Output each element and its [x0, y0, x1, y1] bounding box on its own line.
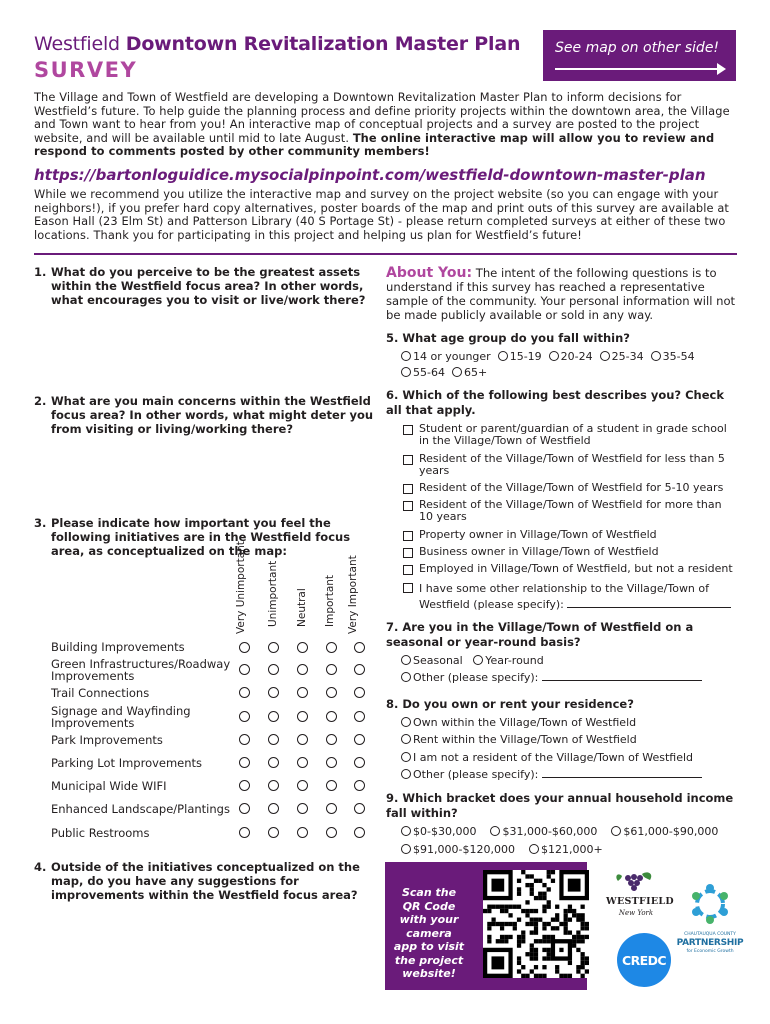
qr-code-icon[interactable]	[483, 870, 589, 978]
radio-circle-icon[interactable]	[401, 826, 411, 836]
rating-radio[interactable]	[268, 664, 279, 675]
rating-radio[interactable]	[297, 711, 308, 722]
radio-circle-icon[interactable]	[401, 672, 411, 682]
rating-radio[interactable]	[326, 780, 337, 791]
question-number: 5.	[386, 331, 399, 345]
question-text: What do you perceive to be the greatest assets within the Westfield focus area? In other words, what encourages you to visit or live/work there?	[51, 265, 366, 307]
question-9	[386, 791, 736, 821]
rating-radio[interactable]	[354, 734, 365, 745]
rating-row-label: Trail Connections	[51, 686, 150, 700]
about-heading: About You:	[386, 265, 473, 281]
checkbox-icon[interactable]	[403, 484, 413, 494]
radio-circle-icon[interactable]	[490, 826, 500, 836]
question-7	[386, 620, 736, 650]
radio-option[interactable]: Other (please specify):	[401, 767, 702, 782]
question-number: 1.	[34, 265, 47, 279]
question-number: 8.	[386, 697, 399, 711]
checkbox-icon[interactable]	[403, 583, 413, 593]
rating-radio[interactable]	[297, 827, 308, 838]
rating-radio[interactable]	[354, 803, 365, 814]
rating-radio[interactable]	[354, 711, 365, 722]
question-5	[386, 331, 736, 346]
divider	[34, 253, 737, 255]
radio-circle-icon[interactable]	[611, 826, 621, 836]
rating-radio[interactable]	[268, 780, 279, 791]
radio-circle-icon[interactable]	[401, 752, 411, 762]
column-header: Very Important	[347, 555, 359, 634]
radio-circle-icon[interactable]	[452, 367, 462, 377]
checkbox-icon[interactable]	[403, 531, 413, 541]
rating-radio[interactable]	[268, 803, 279, 814]
rating-radio[interactable]	[326, 664, 337, 675]
westfield-logo-subtext: New York	[618, 909, 654, 917]
radio-option[interactable]: Own within the Village/Town of Westfield	[401, 715, 636, 730]
income-options-row-1	[401, 824, 718, 839]
rating-radio[interactable]	[239, 687, 250, 698]
question-number: 2.	[34, 394, 47, 408]
seasonal-options	[401, 653, 544, 668]
partnership-top-text: CHAUTAUQUA COUNTY	[684, 932, 736, 937]
checkbox-option[interactable]: Resident of the Village/Town of Westfield for less than 5 years	[403, 453, 738, 477]
title-bold: Downtown Revitalization Master Plan	[125, 33, 521, 55]
checkbox-icon[interactable]	[403, 501, 413, 511]
question-number: 6.	[386, 388, 399, 402]
about-you-section	[386, 266, 736, 322]
rating-row-label: Building Improvements	[51, 640, 185, 654]
question-number: 9.	[386, 791, 399, 805]
rating-radio[interactable]	[268, 642, 279, 653]
radio-circle-icon[interactable]	[401, 734, 411, 744]
partnership-logo-text: PARTNERSHIP	[676, 938, 744, 948]
column-header: Very Unimportant	[235, 541, 247, 634]
radio-circle-icon[interactable]	[529, 844, 539, 854]
rating-row-label: Park Improvements	[51, 733, 163, 747]
radio-option[interactable]: $121,000+	[529, 843, 603, 856]
question-3	[34, 516, 374, 558]
radio-option[interactable]: Rent within the Village/Town of Westfield	[401, 732, 637, 747]
credc-logo-text: CREDC	[622, 953, 666, 968]
age-option[interactable]: 20-24	[549, 350, 593, 363]
radio-option[interactable]: $31,000-$60,000	[490, 825, 597, 838]
checkbox-option[interactable]: Employed in Village/Town of Westfield, but not a resident	[403, 563, 738, 575]
radio-circle-icon[interactable]	[401, 367, 411, 377]
checkbox-option[interactable]: Student or parent/guardian of a student in grade school in the Village/Town of Westfield	[403, 423, 738, 447]
rating-radio[interactable]	[297, 664, 308, 675]
age-options-row-2	[401, 365, 487, 380]
rating-radio[interactable]	[354, 757, 365, 768]
westfield-logo-text: WESTFIELD	[606, 896, 674, 907]
rating-radio[interactable]	[326, 734, 337, 745]
rating-radio[interactable]	[297, 642, 308, 653]
rating-radio[interactable]	[268, 734, 279, 745]
rating-radio[interactable]	[268, 687, 279, 698]
checkbox-icon[interactable]	[403, 425, 413, 435]
partnership-sub-text: for Economic Growth	[686, 949, 734, 954]
question-text: Are you in the Village/Town of Westfield on a seasonal or year-round basis?	[386, 620, 694, 649]
intro-text: The Village and Town of Westfield are developing a Downtown Revitalization Master Plan to inform decisions for Westfield’s future. To help guide the planning process and define priority projects within the downtown area, the Village and Town want to hear from you! An interactive map of conceptual projects and a survey are posted to the project website, and will be available until mid to late August.	[34, 90, 730, 145]
rating-radio[interactable]	[326, 642, 337, 653]
partnership-logo	[676, 882, 744, 962]
age-option[interactable]: 14 or younger	[401, 350, 491, 363]
age-option[interactable]: 25-34	[600, 350, 644, 363]
radio-option[interactable]: $0-$30,000	[401, 825, 476, 838]
column-header: Unimportant	[267, 560, 279, 627]
radio-circle-icon[interactable]	[401, 655, 411, 665]
radio-option[interactable]: $91,000-$120,000	[401, 843, 515, 856]
checkbox-icon[interactable]	[403, 548, 413, 558]
rating-radio[interactable]	[239, 827, 250, 838]
intro-paragraph-2: While we recommend you utilize the interactive map and survey on the project website (so you can engage with your neighbors!), if you prefer hard copy alternatives, poster boards of the map and print outs of this survey are available at Eason Hall (23 Elm St) and Patterson Library (40 S Portage St) - please return completed surveys at either of these two locations. Thank you for participating in this project and helping us plan for Westfield’s future!	[34, 187, 729, 242]
age-option[interactable]: 55-64	[401, 366, 445, 379]
question-text: What age group do you fall within?	[402, 331, 630, 345]
rating-radio[interactable]	[239, 642, 250, 653]
people-ring-icon	[676, 882, 744, 930]
radio-option[interactable]: $61,000-$90,000	[611, 825, 718, 838]
rating-radio[interactable]	[326, 757, 337, 768]
specify-field[interactable]	[542, 769, 702, 778]
radio-option[interactable]: Seasonal	[401, 654, 463, 667]
radio-option[interactable]: I am not a resident of the Village/Town of Westfield	[401, 750, 693, 765]
radio-circle-icon[interactable]	[600, 351, 610, 361]
rating-row-label: Public Restrooms	[51, 826, 150, 840]
rating-radio[interactable]	[268, 827, 279, 838]
rating-radio[interactable]	[354, 664, 365, 675]
rating-row-label: Municipal Wide WIFI	[51, 779, 167, 793]
rating-row-label: Green Infrastructures/Roadway Improvements	[51, 657, 231, 683]
age-options-row-1	[401, 349, 695, 364]
question-text: Do you own or rent your residence?	[402, 697, 634, 711]
rating-row-label: Signage and Wayfinding Improvements	[51, 704, 191, 730]
question-text: Which of the following best describes you? Check all that apply.	[386, 388, 724, 417]
radio-option[interactable]: Other (please specify):	[401, 670, 702, 685]
radio-option[interactable]: Year-round	[473, 654, 544, 667]
map-banner	[543, 30, 736, 81]
rating-radio[interactable]	[354, 642, 365, 653]
survey-heading: SURVEY	[34, 58, 138, 82]
radio-circle-icon[interactable]	[473, 655, 483, 665]
question-8	[386, 697, 736, 712]
age-option[interactable]: 35-54	[651, 350, 695, 363]
age-option[interactable]: 15-19	[498, 350, 542, 363]
column-header: Important	[324, 574, 336, 627]
question-4	[34, 860, 374, 902]
rating-radio[interactable]	[297, 687, 308, 698]
page-title	[34, 33, 520, 55]
rating-radio[interactable]	[239, 664, 250, 675]
rating-radio[interactable]	[354, 827, 365, 838]
rating-radio[interactable]	[239, 780, 250, 791]
radio-circle-icon[interactable]	[498, 351, 508, 361]
rating-radio[interactable]	[326, 827, 337, 838]
rating-radio[interactable]	[297, 757, 308, 768]
rating-radio[interactable]	[239, 711, 250, 722]
radio-circle-icon[interactable]	[549, 351, 559, 361]
radio-circle-icon[interactable]	[401, 844, 411, 854]
question-2	[34, 394, 374, 436]
qr-code[interactable]	[483, 870, 589, 978]
radio-circle-icon[interactable]	[651, 351, 661, 361]
question-text: Please indicate how important you feel the following initiatives are in the Westfield focus area, as conceptualized on the map:	[51, 516, 351, 558]
checkbox-option[interactable]: Resident of the Village/Town of Westfield for 5-10 years	[403, 482, 738, 494]
project-url-link[interactable]: https://bartonloguidice.mysocialpinpoint.com/westfield-downtown-master-plan	[34, 166, 706, 184]
checkbox-option[interactable]: Resident of the Village/Town of Westfield for more than 10 years	[403, 499, 738, 523]
income-options-row-2	[401, 842, 603, 857]
rating-radio[interactable]	[326, 803, 337, 814]
about-text: The intent of the following questions is to understand if this survey has reached a representative sample of the community. Your personal information will not be made publicly available or sold in any way.	[386, 266, 736, 322]
credc-logo	[616, 932, 672, 988]
question-6	[386, 388, 736, 418]
radio-circle-icon[interactable]	[401, 769, 411, 779]
specify-field[interactable]	[542, 672, 702, 681]
column-header: Neutral	[296, 588, 308, 627]
checkbox-icon[interactable]	[403, 455, 413, 465]
checkbox-option[interactable]: I have some other relationship to the Village/Town of Westfield (please specify):	[403, 581, 738, 613]
radio-circle-icon[interactable]	[401, 351, 411, 361]
title-light: Westfield	[34, 33, 126, 55]
age-option[interactable]: 65+	[452, 366, 487, 379]
rating-radio[interactable]	[326, 687, 337, 698]
question-text: Outside of the initiatives conceptualized on the map, do you have any suggestions for improvements within the Westfield focus area?	[51, 860, 360, 902]
rating-radio[interactable]	[239, 803, 250, 814]
rating-radio[interactable]	[297, 734, 308, 745]
rating-row-label: Enhanced Landscape/Plantings	[51, 802, 230, 816]
question-number: 3.	[34, 516, 47, 530]
rating-radio[interactable]	[326, 711, 337, 722]
rating-radio[interactable]	[239, 734, 250, 745]
rating-radio[interactable]	[268, 711, 279, 722]
specify-field[interactable]	[567, 599, 731, 608]
checkbox-option[interactable]: Property owner in Village/Town of Westfield	[403, 529, 738, 541]
map-banner-text: See map on other side!	[555, 40, 720, 56]
rating-radio[interactable]	[268, 757, 279, 768]
arrow-right-icon	[555, 68, 724, 70]
question-text: What are you main concerns within the Westfield focus area? In other words, what might deter you from visiting or living/working there?	[51, 394, 374, 436]
rating-radio[interactable]	[354, 687, 365, 698]
intro-paragraph	[34, 91, 739, 159]
rating-radio[interactable]	[239, 757, 250, 768]
rating-radio[interactable]	[354, 780, 365, 791]
checkbox-icon[interactable]	[403, 565, 413, 575]
radio-circle-icon[interactable]	[401, 717, 411, 727]
question-number: 7.	[386, 620, 399, 634]
intro-bold: The online interactive map will allow you to review and respond to comments posted by other community members!	[34, 130, 715, 159]
rating-radio[interactable]	[297, 803, 308, 814]
question-text: Which bracket does your annual household income fall within?	[386, 791, 734, 820]
rating-radio[interactable]	[297, 780, 308, 791]
question-number: 4.	[34, 860, 47, 874]
qr-caption: Scan the QR Code with your camera app to visit the project website!	[393, 886, 465, 980]
checkbox-option[interactable]: Business owner in Village/Town of Westfield	[403, 546, 738, 558]
westfield-logo	[606, 868, 674, 926]
rating-row-label: Parking Lot Improvements	[51, 756, 203, 770]
question-1	[34, 265, 374, 307]
